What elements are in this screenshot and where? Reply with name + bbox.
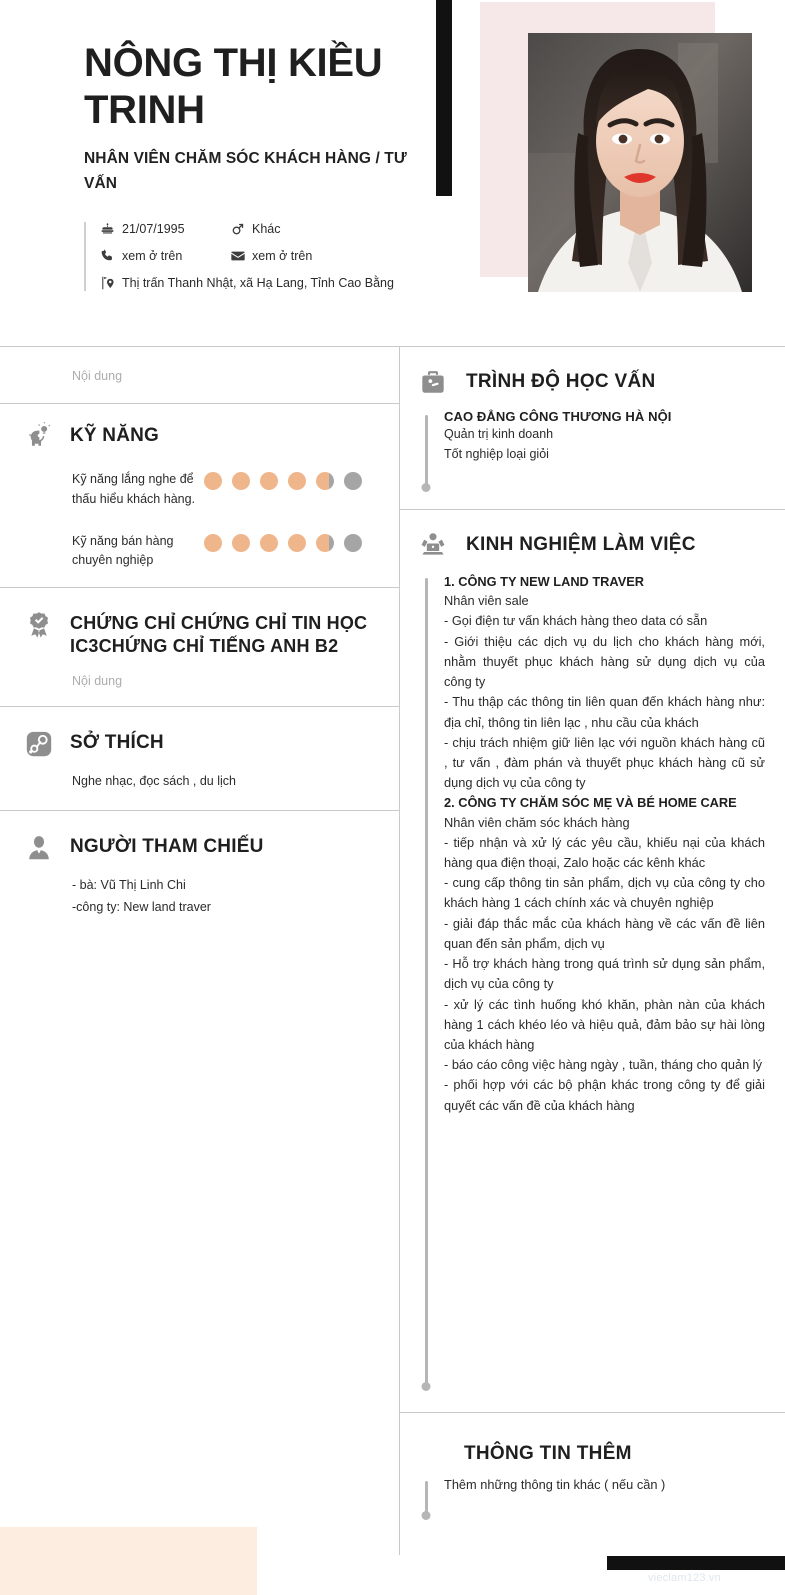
rating-dot	[204, 534, 222, 552]
experience-title: KINH NGHIỆM LÀM VIỆC	[466, 534, 696, 555]
award-badge-icon	[22, 608, 56, 642]
skill-item	[72, 532, 373, 572]
experience-entry	[444, 793, 765, 1115]
experience-duty: - Gọi điện tư vấn khách hàng theo data có sẵn	[444, 613, 708, 629]
more-info-title: THÔNG TIN THÊM	[464, 1443, 632, 1464]
experience-duty: - xử lý các tình huống khó khăn, phàn nàn của khách hàng 1 cách khéo léo và hiệu quả, đảm bảo sự hài lòng của khách hàng	[444, 996, 765, 1052]
skill-item	[72, 470, 373, 510]
skill-label: Kỹ năng lắng nghe để thấu hiểu khách hàng.	[72, 472, 196, 506]
phone-value: xem ở trên	[122, 248, 183, 263]
contact-email[interactable]	[230, 248, 312, 264]
rating-dot	[288, 534, 306, 552]
experience-entry	[444, 572, 765, 793]
experience-duty: - Giới thiệu các dịch vụ du lịch cho khách hàng mới, nhằm thuyết phục khách hàng sử dụng dịch vụ của công ty	[444, 633, 765, 690]
skill-rating	[204, 532, 362, 552]
contact-row	[100, 248, 454, 264]
birthday-cake-icon	[100, 222, 122, 237]
rating-dot	[288, 472, 306, 490]
experience-duty: - chịu trách nhiệm giữ liên lạc với nguồn khách hàng cũ , tư vấn , đàm phán và thuyết phục khách hàng cũ sử dụng dịch vụ của công ty	[444, 734, 765, 791]
certificates-header	[22, 608, 373, 658]
experience-duty: - báo cáo công việc hàng ngày , tuần, tháng cho quản lý	[444, 1057, 763, 1073]
contact-row	[100, 222, 454, 237]
experience-body	[408, 572, 771, 1386]
timeline-rail	[408, 1475, 444, 1515]
contact-gender	[230, 222, 281, 237]
rating-dot	[260, 472, 278, 490]
cv-body	[0, 346, 785, 1555]
rating-dot	[232, 534, 250, 552]
more-info-note: Thêm những thông tin khác ( nếu cần )	[444, 1477, 666, 1492]
rating-dot	[260, 534, 278, 552]
location-pin-icon	[100, 275, 122, 291]
skills-title: KỸ NĂNG	[70, 425, 160, 446]
education-result: Tốt nghiệp loại giỏi	[444, 447, 549, 462]
reference-header	[22, 831, 373, 865]
education-block	[400, 347, 785, 510]
rating-dot	[232, 472, 250, 490]
certificates-block	[0, 588, 399, 707]
candidate-name: NÔNG THỊ KIỀU TRINH	[84, 41, 383, 132]
rating-dot	[344, 472, 362, 490]
contact-address	[100, 275, 394, 291]
experience-duty: - Thu thập các thông tin liên quan đến khách hàng như: địa chỉ, thông tin liên lạc , nhu cầu của khách	[444, 694, 765, 730]
contact-row	[100, 275, 454, 291]
experience-duty: - Hỗ trợ khách hàng trong quá trình sử dụng sản phẩm, dịch vụ của công ty	[444, 956, 765, 992]
contact-phone[interactable]	[100, 248, 230, 263]
address-value: Thị trấn Thanh Nhật, xã Hạ Lang, Tỉnh Cao Bằng	[122, 275, 394, 290]
skill-rating	[204, 470, 362, 490]
experience-duty: - cung cấp thông tin sản phẩm, dịch vụ của công ty cho khách hàng 1 cách chính xác và chuyên nghiệp	[444, 875, 765, 911]
experience-company: 1. CÔNG TY NEW LAND TRAVER	[444, 574, 645, 589]
skill-label: Kỹ năng bán hàng chuyên nghiệp	[72, 533, 174, 568]
hobbies-block	[0, 707, 399, 811]
experience-duty: - giải đáp thắc mắc của khách hàng về các vấn đề liên quan đến sản phẩm, dịch vụ	[444, 915, 765, 951]
decoration-peach-block	[0, 1527, 257, 1595]
cv-header	[0, 0, 785, 346]
skills-header	[22, 420, 373, 454]
email-value: xem ở trên	[252, 248, 313, 263]
more-info-block	[400, 1413, 785, 1555]
contact-info	[84, 222, 454, 291]
skills-block	[0, 404, 399, 588]
experience-entries	[444, 572, 771, 1386]
rating-dot	[316, 534, 334, 552]
decoration-black-bar-bottom	[607, 1556, 785, 1570]
experience-block	[400, 510, 785, 1413]
objective-block	[0, 347, 399, 404]
right-column	[400, 347, 785, 1555]
timeline-rail	[408, 572, 444, 1386]
more-info-header	[408, 1443, 771, 1465]
education-header	[408, 365, 771, 399]
gender-icon	[230, 222, 252, 237]
gender-value: Khác	[252, 222, 281, 237]
person-icon	[22, 831, 56, 865]
hobbies-text: Nghe nhạc, đọc sách , du lịch	[72, 774, 236, 789]
candidate-job-title: NHÂN VIÊN CHĂM SÓC KHÁCH HÀNG / TƯ VẤN	[84, 149, 407, 192]
experience-company: 2. CÔNG TY CHĂM SÓC MẸ VÀ BÉ HOME CARE	[444, 795, 737, 811]
experience-role: Nhân viên sale	[444, 593, 529, 609]
certificates-placeholder: Nội dung	[72, 674, 123, 689]
more-info-content	[444, 1475, 771, 1515]
hobbies-header	[22, 727, 373, 761]
more-info-body	[408, 1475, 771, 1515]
education-school: CAO ĐẲNG CÔNG THƯƠNG HÀ NỘI	[444, 409, 672, 424]
person-at-desk-icon	[416, 528, 450, 562]
email-icon	[230, 248, 252, 264]
hobbies-title: SỞ THÍCH	[70, 732, 164, 754]
timeline-rail	[408, 409, 444, 487]
contact-birthday	[100, 222, 230, 237]
left-column	[0, 347, 400, 1555]
rating-dot	[204, 472, 222, 490]
reference-line: - bà: Vũ Thị Linh Chi	[72, 877, 186, 892]
experience-header	[408, 528, 771, 562]
education-entry	[444, 409, 771, 487]
experience-duty: - phối hợp với các bộ phận khác trong công ty để giải quyết các vấn đề của khách hàng	[444, 1077, 765, 1113]
reference-block	[0, 811, 399, 944]
experience-role: Nhân viên chăm sóc khách hàng	[444, 814, 630, 830]
birthday-value: 21/07/1995	[122, 222, 185, 237]
reference-line: -công ty: New land traver	[72, 900, 211, 915]
phone-icon	[100, 248, 122, 263]
rating-dot	[316, 472, 334, 490]
experience-duty: - tiếp nhận và xử lý các yêu cầu, khiếu nại của khách hàng qua điện thoại, Zalo hoặc các kênh khác	[444, 834, 765, 870]
objective-placeholder: Nội dung	[72, 369, 123, 383]
reference-title: NGƯỜI THAM CHIẾU	[70, 835, 264, 857]
education-title: TRÌNH ĐỘ HỌC VẤN	[466, 371, 656, 392]
watermark: vieclam123.vn	[648, 1572, 721, 1584]
education-body	[408, 409, 771, 487]
certificates-title: CHỨNG CHỈ CHỨNG CHỈ TIN HỌC IC3CHỨNG CHỈ TIẾNG ANH B2	[70, 613, 368, 657]
head-idea-icon	[22, 420, 56, 454]
briefcase-icon	[416, 365, 450, 399]
education-major: Quản trị kinh doanh	[444, 427, 554, 441]
rating-dot	[344, 534, 362, 552]
hobby-icon	[22, 727, 56, 761]
